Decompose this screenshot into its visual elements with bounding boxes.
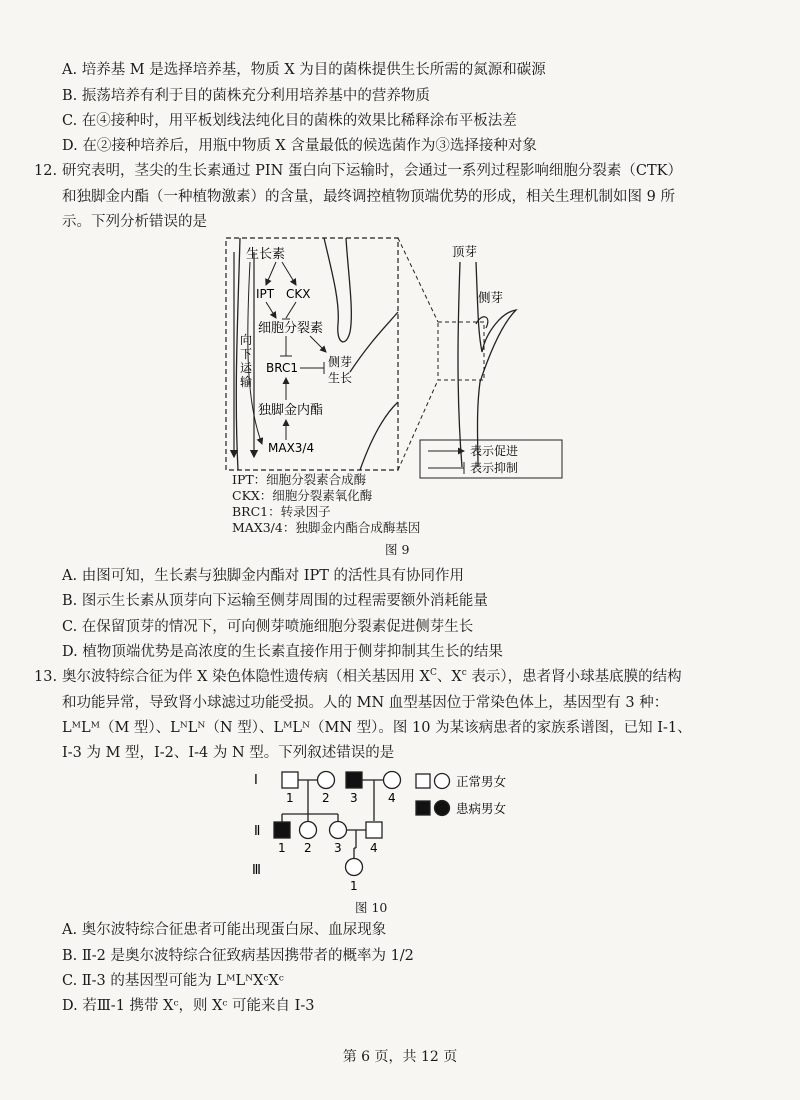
figure-10-pedigree [250,766,540,896]
II-3-normal-female [330,822,347,839]
gen-III-label: Ⅲ [252,863,261,878]
I-4-normal-female [384,772,401,789]
I-2-label: 2 [322,791,330,805]
down-transport-3: 运 [240,361,253,375]
q12-stem-line-2: 和独脚金内酯（一种植物激素）的含量，最终调控植物顶端优势的形成，相关生理机制如图 9 所 [62,189,675,205]
legend-affected-female-icon [435,801,450,816]
page-footer: 第 6 页，共 12 页 [342,1049,458,1065]
label-ckx: CKX [286,287,311,301]
I-3-affected-male [346,772,362,788]
down-transport-2: 下 [240,347,253,361]
label-lateral-bud: 侧芽 [478,290,504,305]
II-2-normal-female [300,822,317,839]
label-lateral-growth-1: 侧芽 [328,355,353,369]
label-lateral-growth-2: 生长 [328,371,353,385]
q11-option-d: D. 在②接种培养后，用瓶中物质 X 含量最低的候选菌作为③选择接种对象 [62,138,537,154]
figure-9-note-max: MAX3/4：独脚金内酯合成酶基因 [232,520,421,535]
legend-normal-female-icon [435,774,450,789]
q13-option-a: A. 奥尔波特综合征患者可能出现蛋白尿、血尿现象 [62,922,387,938]
q11-option-a: A. 培养基 M 是选择培养基，物质 X 为目的菌株提供生长所需的氮源和碳源 [62,62,546,78]
legend-affected-male-icon [416,801,430,815]
label-top-bud: 顶芽 [452,244,478,259]
q13-number: 13. [34,669,58,685]
gen-I-label: Ⅰ [254,773,258,788]
legend-normal-male-icon [416,774,430,788]
figure-9-note-brc1: BRC1：转录因子 [232,504,331,519]
q12-number: 12. [34,163,58,179]
label-brc1: BRC1 [266,361,298,375]
II-1-affected-male [274,822,290,838]
label-ctk: 细胞分裂素 [258,321,324,336]
down-transport-1: 向 [240,333,253,347]
legend-affected-label: 患病男女 [456,801,507,816]
q13-option-c: C. Ⅱ-3 的基因型可能为 LᴹLᴺXᶜXᶜ [62,973,284,989]
I-1-normal-male [282,772,298,788]
q11-option-b: B. 振荡培养有利于目的菌株充分利用培养基中的营养物质 [62,88,430,104]
q12-stem-line-1: 研究表明，茎尖的生长素通过 PIN 蛋白向下运输时，会通过一系列过程影响细胞分裂素（CTK） [62,163,682,179]
I-1-label: 1 [286,791,294,805]
I-4-label: 4 [388,791,396,805]
q13-stem-line-4: Ⅰ-3 为 M 型，Ⅰ-2、Ⅰ-4 为 N 型。下列叙述错误的是 [62,745,395,761]
figure-9 [220,232,570,480]
q12-option-c: C. 在保留顶芽的情况下，可向侧芽喷施细胞分裂素促进侧芽生长 [62,619,474,635]
III-1-normal-female [346,859,363,876]
q13-stem-line-1: 奥尔波特综合征为伴 X 染色体隐性遗传病（相关基因用 $X^C$、$X^c$ 表示），患者肾小球基底膜的结构 [62,668,682,685]
III-1-label: 1 [350,879,358,893]
legend-promote: 表示促进 [470,444,519,458]
q13-option-d: D. 若Ⅲ-1 携带 Xᶜ，则 Xᶜ 可能来自 Ⅰ-3 [62,998,315,1014]
II-3-label: 3 [334,841,342,855]
figure-9-note-ipt: IPT：细胞分裂素合成酶 [232,472,367,487]
q11-option-c: C. 在④接种时，用平板划线法纯化目的菌株的效果比稀释涂布平板法差 [62,113,517,129]
legend-normal-label: 正常男女 [456,774,507,789]
label-max: MAX3/4 [268,441,315,455]
zoom-dashed-box [438,322,484,380]
II-4-normal-male [366,822,382,838]
q12-option-d: D. 植物顶端优势是高浓度的生长素直接作用于侧芽抑制其生长的结果 [62,644,503,660]
legend-inhibit: 表示抑制 [470,461,519,475]
II-4-label: 4 [370,841,378,855]
q13-stem-line-3: LᴹLᴹ（M 型）、LᴺLᴺ（N 型）、LᴹLᴺ（MN 型）。图 10 为某该病患者的家族系谱图，已知 Ⅰ-1、 [62,720,692,736]
label-auxin: 生长素 [246,247,286,262]
q12-option-b: B. 图示生长素从顶芽向下运输至侧芽周围的过程需要额外消耗能量 [62,593,488,609]
gen-II-label: Ⅱ [254,824,261,839]
q13-option-b: B. Ⅱ-2 是奥尔波特综合征致病基因携带者的概率为 1/2 [62,948,414,964]
q12-option-a: A. 由图可知，生长素与独脚金内酯对 IPT 的活性具有协同作用 [62,568,465,584]
I-3-label: 3 [350,791,358,805]
label-strigolactone: 独脚金内酯 [258,403,324,418]
q12-stem-line-3: 示。下列分析错误的是 [62,214,207,230]
II-1-label: 1 [278,841,286,855]
figure-9-caption: 图 9 [385,542,410,557]
q13-stem-line-2: 和功能异常，导致肾小球滤过功能受损。人的 MN 血型基因位于常染色体上，基因型有 3 种： [62,695,669,711]
label-ipt: IPT [256,287,275,301]
figure-9-note-ckx: CKX：细胞分裂素氧化酶 [232,488,373,503]
II-2-label: 2 [304,841,312,855]
figure-10-caption: 图 10 [355,900,388,915]
down-transport-4: 输 [240,375,253,389]
I-2-normal-female [318,772,335,789]
